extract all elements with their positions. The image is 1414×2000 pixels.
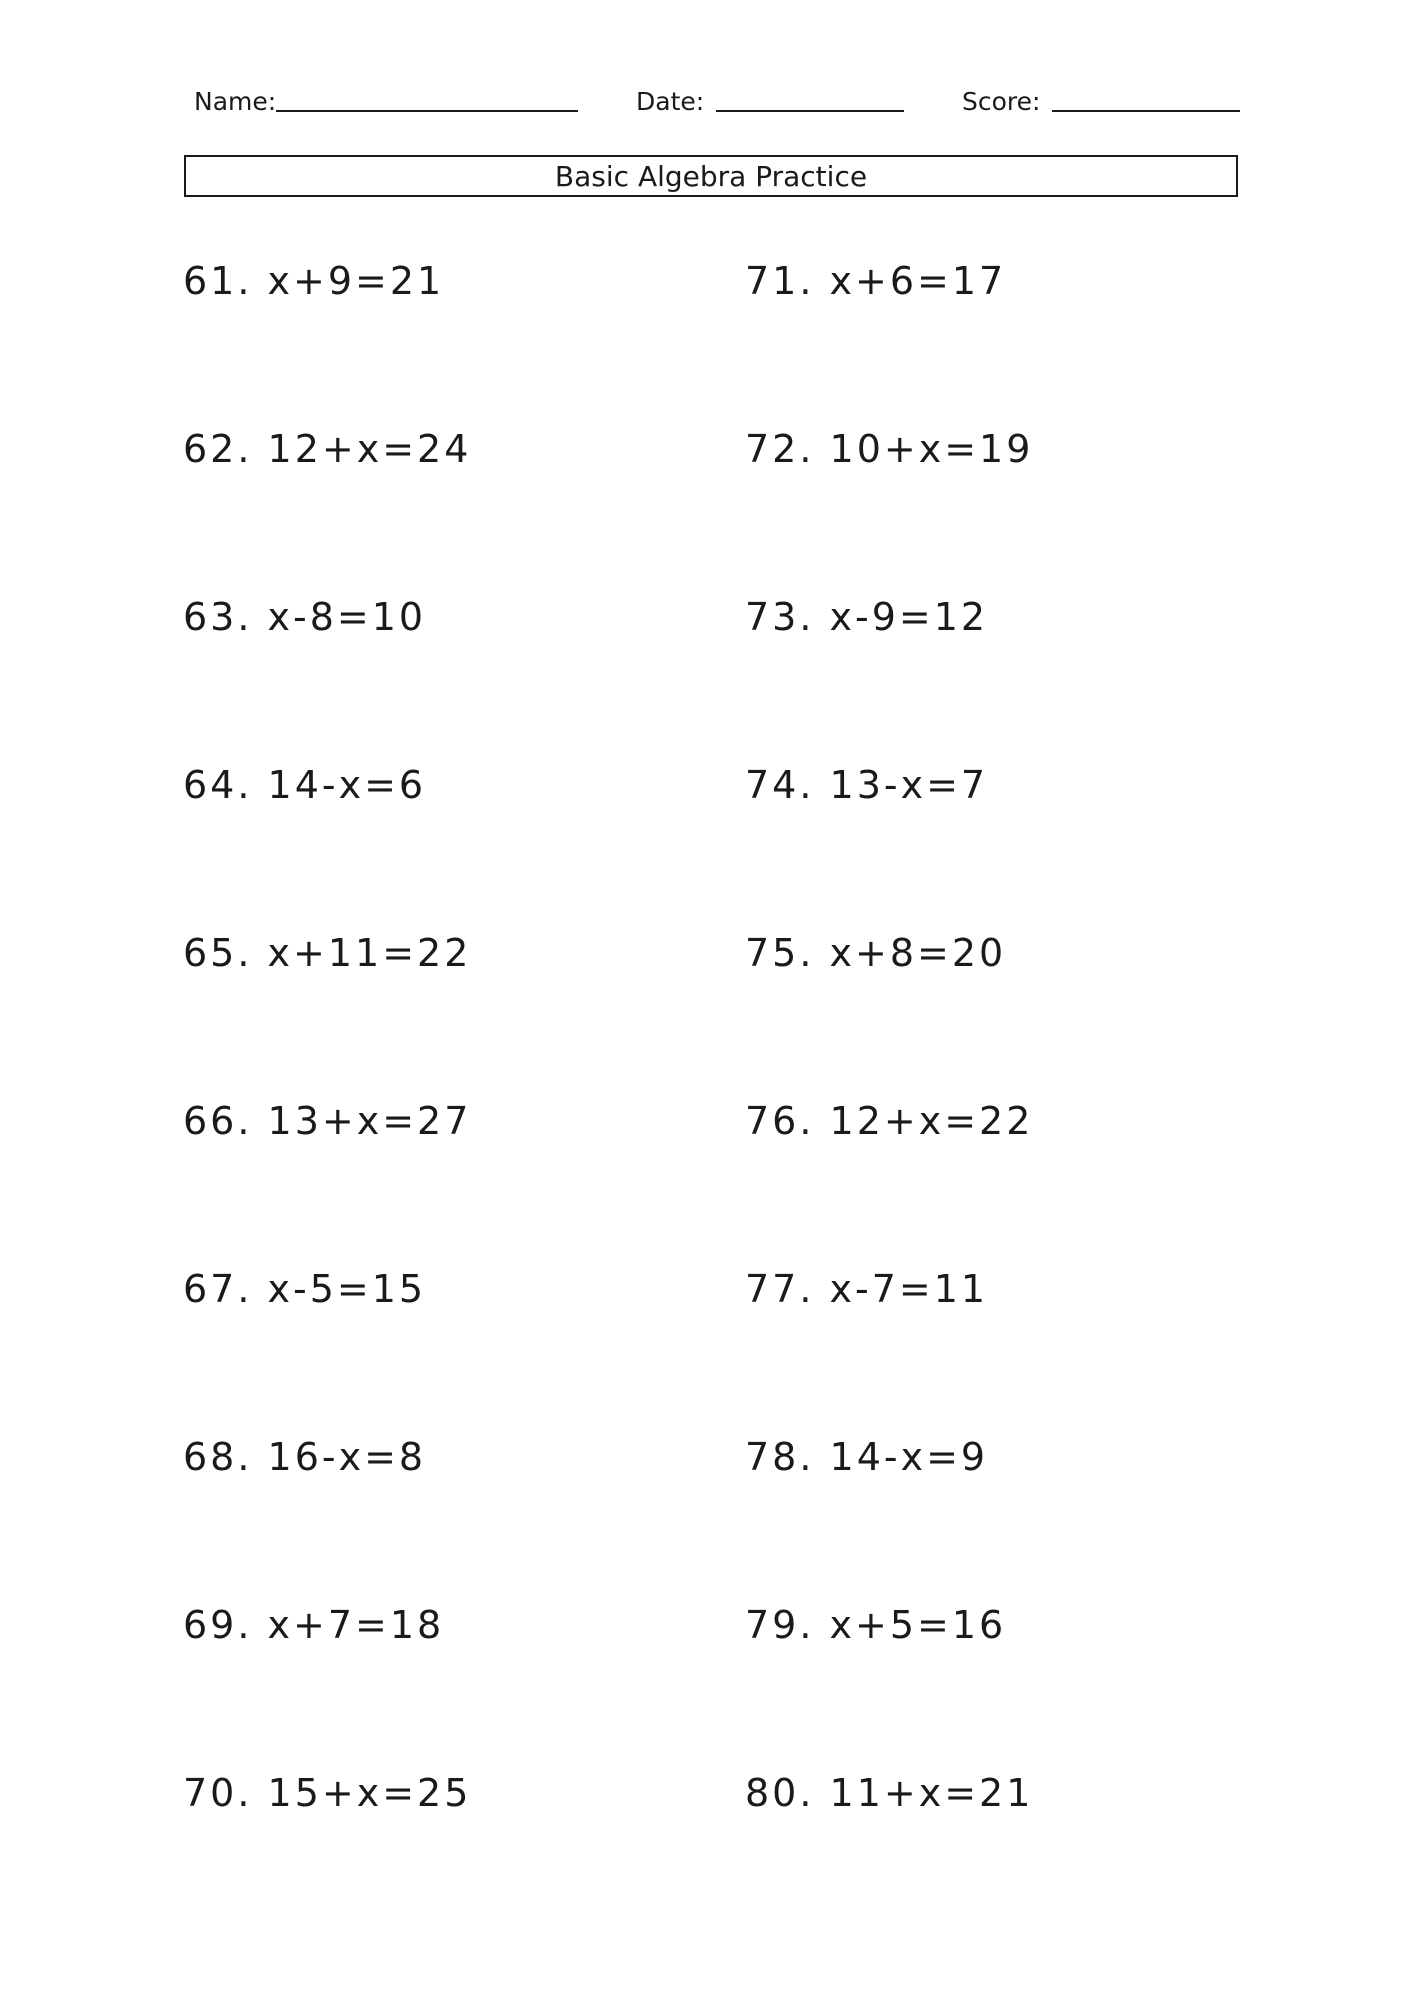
problem-67: 67. x-5=15 <box>183 1267 427 1311</box>
worksheet-title-box <box>184 155 1238 197</box>
problem-62: 62. 12+x=24 <box>183 427 472 471</box>
problem-74: 74. 13-x=7 <box>745 763 989 807</box>
problem-73: 73. x-9=12 <box>745 595 989 639</box>
date-field[interactable] <box>636 80 904 116</box>
score-field[interactable] <box>962 80 1240 116</box>
problem-65: 65. x+11=22 <box>183 931 472 975</box>
worksheet-title: Basic Algebra Practice <box>554 159 868 193</box>
score-blank-line[interactable] <box>1052 110 1240 112</box>
problem-64: 64. 14-x=6 <box>183 763 427 807</box>
problem-76: 76. 12+x=22 <box>745 1099 1034 1143</box>
problem-79: 79. x+5=16 <box>745 1603 1007 1647</box>
problem-68: 68. 16-x=8 <box>183 1435 427 1479</box>
date-label: Date: <box>636 87 705 116</box>
worksheet-header <box>0 80 1414 120</box>
problem-75: 75. x+8=20 <box>745 931 1007 975</box>
name-blank-line[interactable] <box>276 110 578 112</box>
problem-61: 61. x+9=21 <box>183 259 445 303</box>
date-blank-line[interactable] <box>716 110 904 112</box>
score-label: Score: <box>962 87 1041 116</box>
problem-72: 72. 10+x=19 <box>745 427 1034 471</box>
problem-70: 70. 15+x=25 <box>183 1771 472 1815</box>
problem-80: 80. 11+x=21 <box>745 1771 1034 1815</box>
problem-77: 77. x-7=11 <box>745 1267 989 1311</box>
problem-66: 66. 13+x=27 <box>183 1099 472 1143</box>
name-label: Name: <box>194 87 277 116</box>
problem-63: 63. x-8=10 <box>183 595 427 639</box>
name-field[interactable] <box>194 80 578 116</box>
problem-78: 78. 14-x=9 <box>745 1435 989 1479</box>
problem-69: 69. x+7=18 <box>183 1603 445 1647</box>
problem-71: 71. x+6=17 <box>745 259 1007 303</box>
